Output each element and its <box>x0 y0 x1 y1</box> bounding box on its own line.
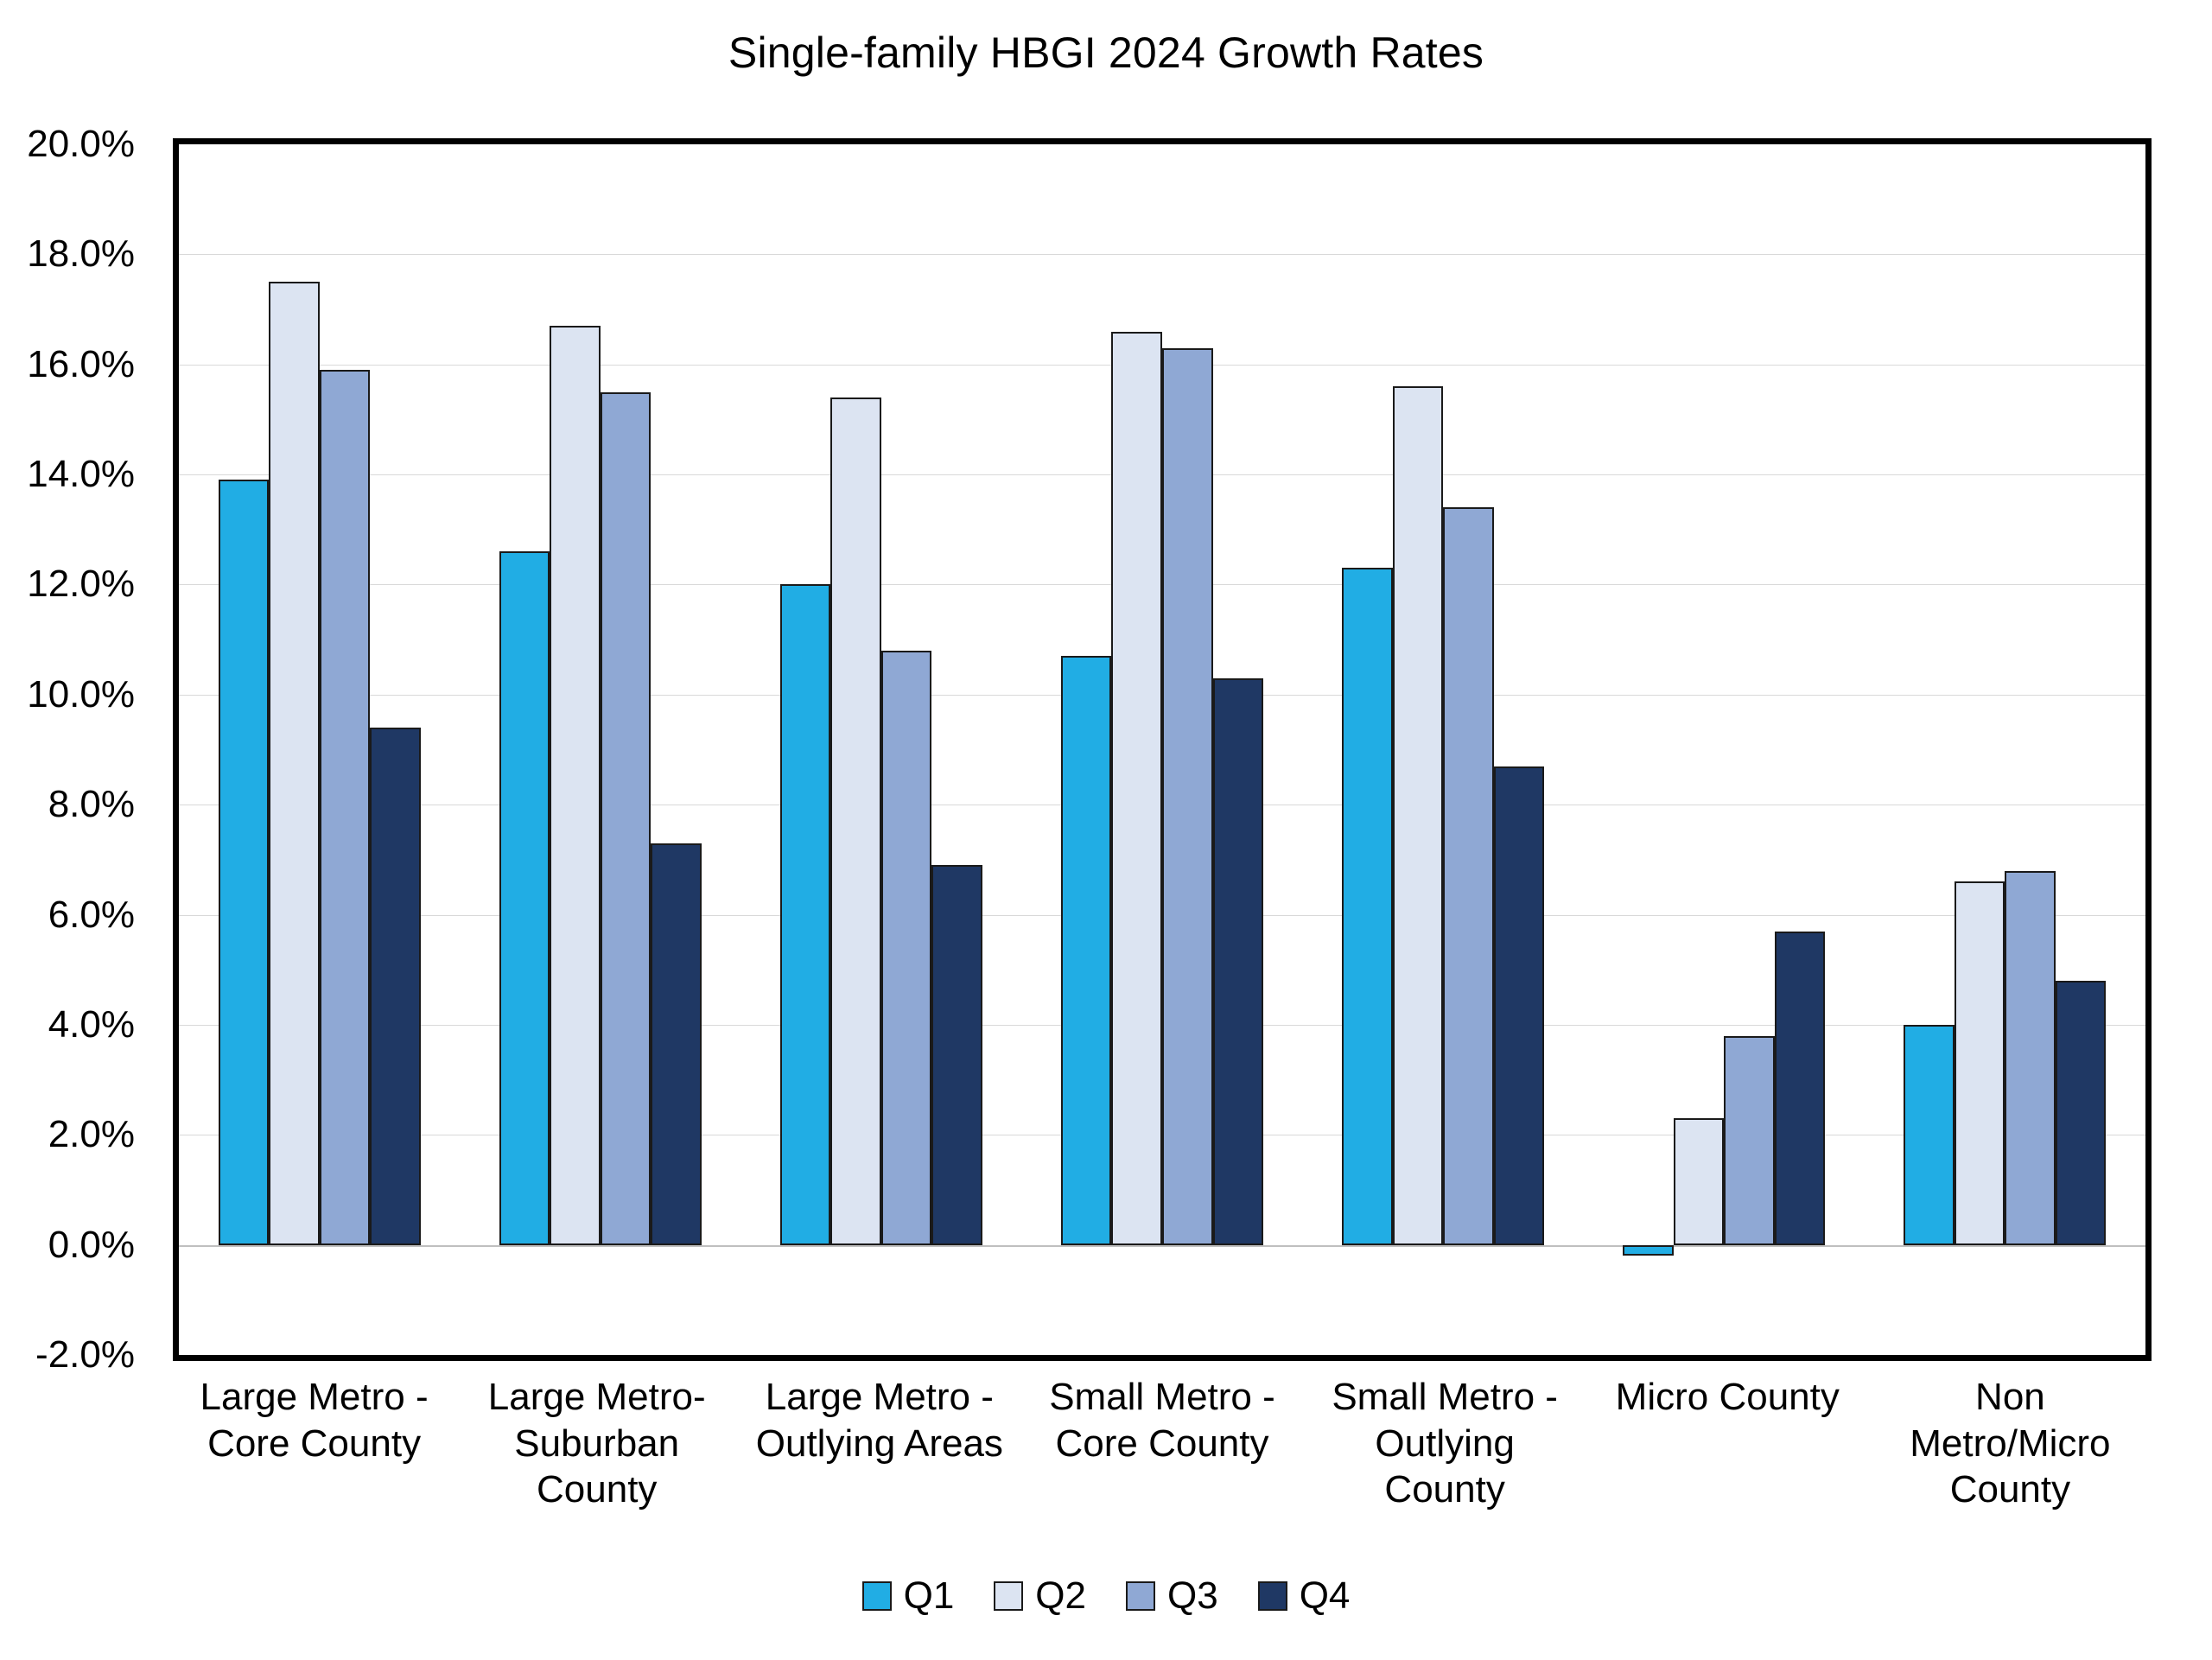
legend-swatch-icon <box>1126 1581 1155 1611</box>
legend-item-q1[interactable] <box>862 1574 955 1618</box>
bar-group-bars <box>460 144 741 1355</box>
y-axis-tick-label: 18.0% <box>27 232 135 276</box>
bar-q2 <box>1393 386 1444 1244</box>
y-axis-tick-label: 14.0% <box>27 453 135 496</box>
x-axis-category-label: Large Metro - Core County <box>200 1376 429 1465</box>
bar-group-bars <box>179 144 460 1355</box>
bar-q1 <box>1904 1025 1955 1245</box>
chart-title: Single-family HBGI 2024 Growth Rates <box>728 29 1484 77</box>
bar-q3 <box>881 651 932 1245</box>
bar-q3 <box>2005 871 2056 1245</box>
legend-item-q3[interactable] <box>1126 1574 1218 1618</box>
legend-label: Q3 <box>1167 1574 1218 1617</box>
bar-q4 <box>651 843 702 1245</box>
bar-q4 <box>931 865 982 1244</box>
x-axis-category-label: Non Metro/Micro County <box>1910 1376 2111 1511</box>
x-axis-category-label: Large Metro- Suburban County <box>487 1376 706 1511</box>
bar-q4 <box>370 728 421 1245</box>
y-axis-tick-label: 6.0% <box>48 893 135 936</box>
bar-group <box>179 144 460 1355</box>
bar-q3 <box>601 392 652 1245</box>
bar-group-bars <box>1021 144 1302 1355</box>
bar-group <box>741 144 1021 1355</box>
bar-q3 <box>1724 1036 1775 1245</box>
y-axis-tick-label: 20.0% <box>27 123 135 165</box>
bar-q3 <box>320 370 371 1245</box>
bar-group-bars <box>1584 144 1865 1355</box>
bar-q2 <box>550 326 601 1244</box>
bar-q4 <box>1213 678 1264 1245</box>
x-axis-category-label: Micro County <box>1615 1376 1840 1418</box>
bar-groups <box>179 144 2145 1355</box>
bar-group <box>1865 144 2145 1355</box>
chart-legend <box>0 1574 2212 1618</box>
bar-q4 <box>1775 932 1826 1245</box>
bar-group-bars <box>741 144 1021 1355</box>
y-axis-tick-label: 0.0% <box>48 1223 135 1266</box>
bar-group-bars <box>1865 144 2145 1355</box>
bar-q1 <box>499 551 550 1244</box>
bar-group <box>1303 144 1584 1355</box>
x-axis-category-label: Small Metro - Core County <box>1049 1376 1275 1465</box>
bar-group <box>1021 144 1302 1355</box>
bar-group <box>1584 144 1865 1355</box>
y-axis-tick-label: 4.0% <box>48 1002 135 1046</box>
plot-area <box>173 138 2152 1361</box>
bar-q2 <box>1111 332 1162 1245</box>
y-axis-tick-label: -2.0% <box>35 1333 135 1376</box>
legend-swatch-icon <box>994 1581 1023 1611</box>
bar-q2 <box>1955 881 2005 1244</box>
bar-q1 <box>1061 656 1112 1244</box>
bar-q3 <box>1443 507 1494 1244</box>
y-axis-tick-label: 8.0% <box>48 783 135 826</box>
bar-q2 <box>269 282 320 1244</box>
x-axis-category-label: Large Metro - Outlying Areas <box>755 1376 1003 1465</box>
legend-swatch-icon <box>862 1581 892 1611</box>
bar-group <box>460 144 741 1355</box>
legend-item-q4[interactable] <box>1258 1574 1351 1618</box>
x-axis-category-label: Small Metro - Outlying County <box>1332 1376 1558 1511</box>
legend-label: Q4 <box>1299 1574 1351 1617</box>
bar-q1 <box>1623 1245 1674 1256</box>
legend-label: Q1 <box>903 1574 955 1617</box>
bar-q4 <box>1494 766 1545 1245</box>
legend-swatch-icon <box>1258 1581 1287 1611</box>
y-axis-tick-label: 16.0% <box>27 342 135 385</box>
bar-q1 <box>1342 568 1393 1244</box>
bar-q2 <box>830 398 881 1245</box>
bar-q3 <box>1162 348 1213 1245</box>
bar-q1 <box>219 480 270 1244</box>
legend-label: Q2 <box>1035 1574 1086 1617</box>
legend-item-q2[interactable] <box>994 1574 1086 1618</box>
bar-q2 <box>1674 1118 1725 1244</box>
bar-q4 <box>2056 981 2107 1245</box>
y-axis-labels <box>0 123 156 1376</box>
bar-group-bars <box>1303 144 1584 1355</box>
bar-q1 <box>780 584 831 1244</box>
y-axis-tick-label: 12.0% <box>27 563 135 606</box>
y-axis-tick-label: 10.0% <box>27 672 135 716</box>
y-axis-tick-label: 2.0% <box>48 1113 135 1156</box>
x-axis-labels <box>173 1374 2152 1573</box>
